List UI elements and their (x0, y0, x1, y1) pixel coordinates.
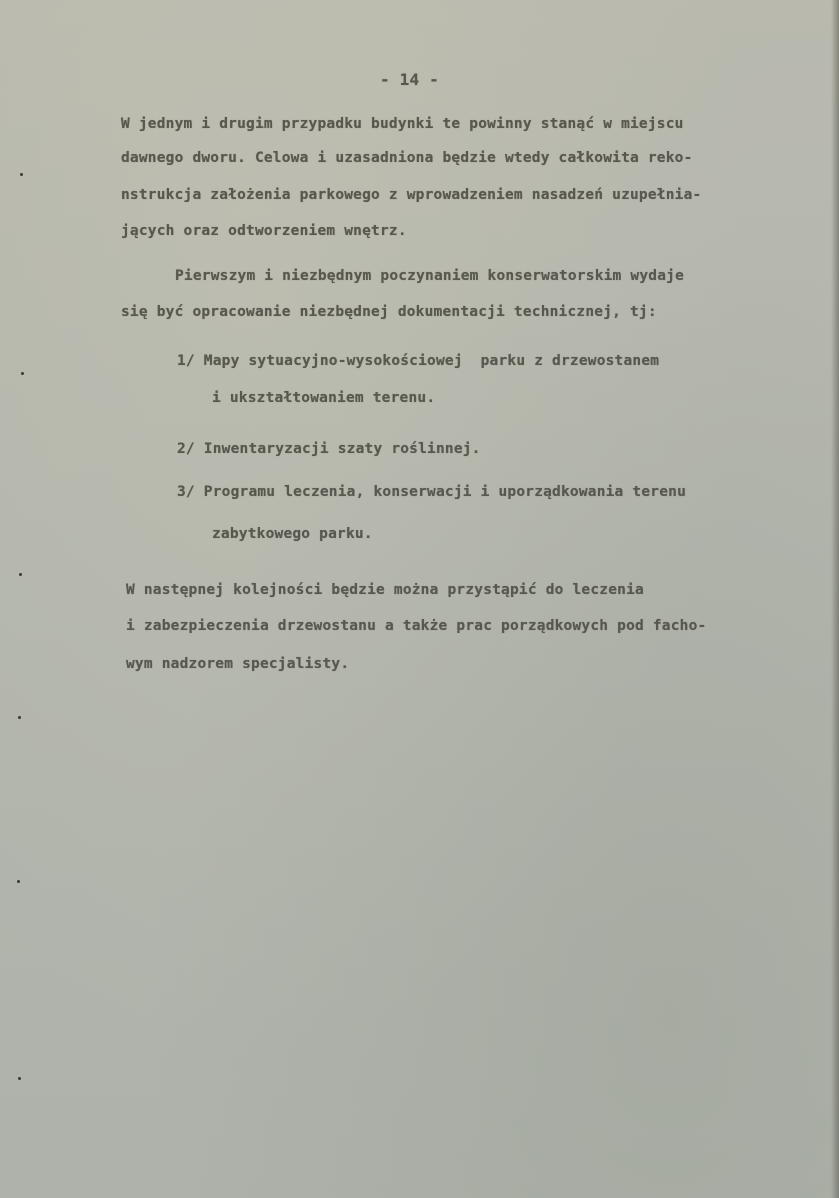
margin-punch-mark (18, 716, 21, 719)
list-item-3-line-2: zabytkowego parku. (212, 526, 373, 542)
list-item-2-line-1: 2/ Inwentaryzacji szaty roślinnej. (177, 441, 481, 457)
margin-punch-mark (21, 372, 24, 375)
page-edge-shadow (831, 0, 839, 1198)
list-item-1-line-2: i ukształtowaniem terenu. (212, 390, 436, 406)
paragraph-3-line-3: wym nadzorem specjalisty. (126, 656, 350, 672)
list-item-3-line-1: 3/ Programu leczenia, konserwacji i uporządkowania terenu (177, 484, 686, 500)
margin-punch-mark (17, 880, 20, 883)
page-number: - 14 - (380, 70, 439, 89)
list-item-1-line-1: 1/ Mapy sytuacyjno-wysokościowej parku z drzewostanem (177, 353, 660, 369)
paragraph-2-line-1: Pierwszym i niezbędnym poczynaniem konserwatorskim wydaje (175, 268, 684, 284)
paragraph-1-line-4: jących oraz odtworzeniem wnętrz. (121, 223, 407, 239)
paragraph-1-line-1: W jednym i drugim przypadku budynki te powinny stanąć w miejscu (121, 116, 684, 132)
margin-punch-mark (19, 573, 22, 576)
paragraph-2-line-2: się być opracowanie niezbędnej dokumentacji technicznej, tj: (121, 304, 657, 320)
margin-punch-mark (18, 1077, 21, 1080)
paragraph-3-line-1: W następnej kolejności będzie można przystąpić do leczenia (126, 582, 644, 598)
paragraph-1-line-3: nstrukcja założenia parkowego z wprowadzeniem nasadzeń uzupełnia- (121, 187, 702, 203)
margin-punch-mark (20, 173, 23, 176)
paragraph-1-line-2: dawnego dworu. Celowa i uzasadniona będzie wtedy całkowita reko- (121, 150, 693, 166)
paragraph-3-line-2: i zabezpieczenia drzewostanu a także prac porządkowych pod facho- (126, 618, 707, 634)
